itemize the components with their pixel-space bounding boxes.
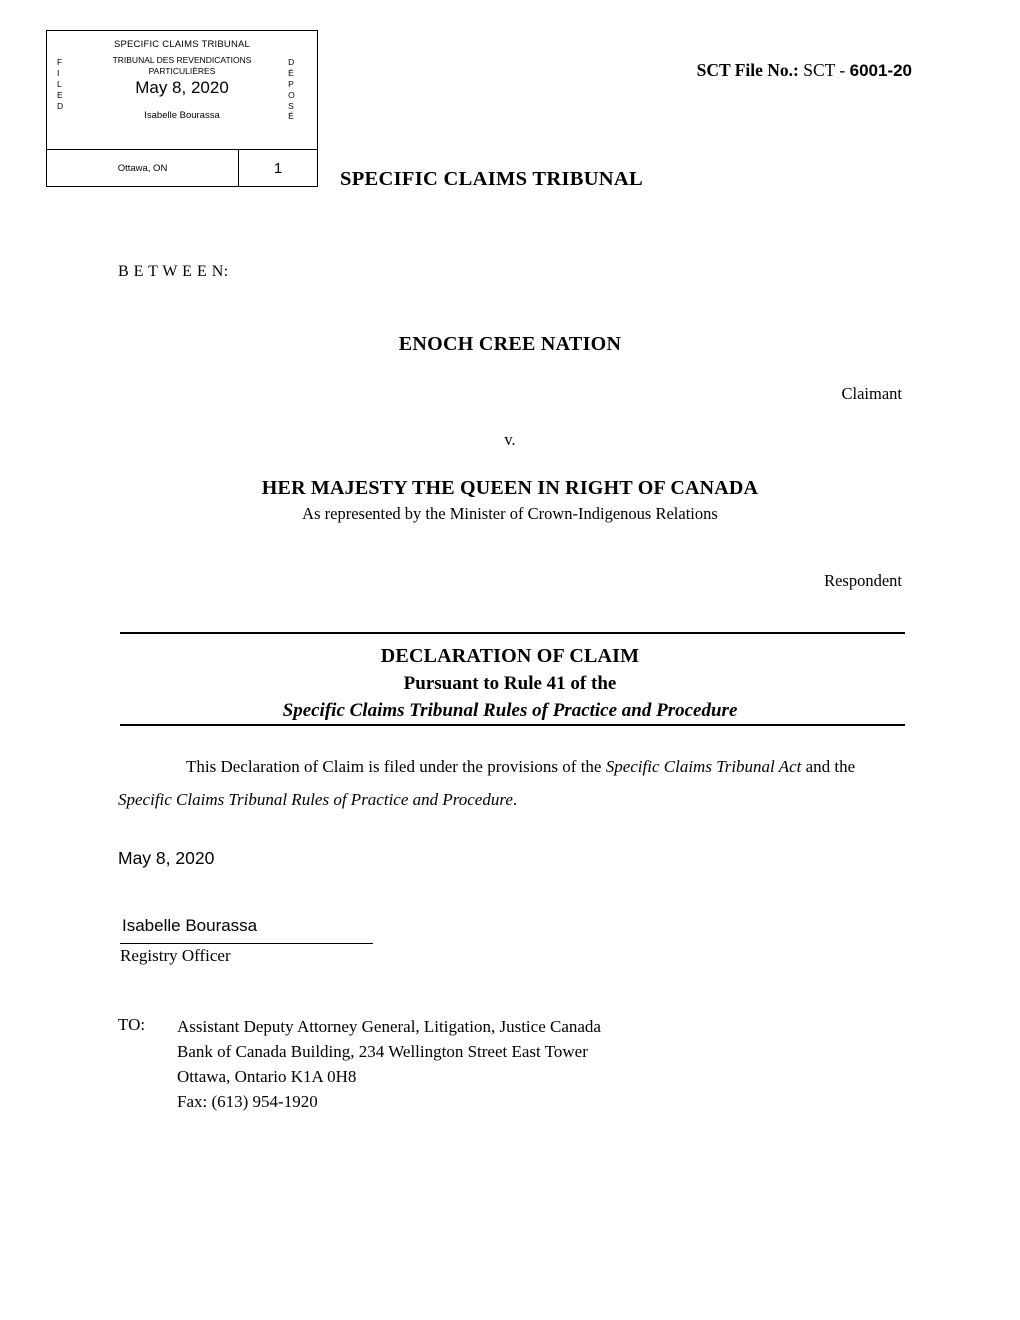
- service-address-line: Ottawa, Ontario K1A 0H8: [177, 1066, 357, 1086]
- between-label: B E T W E E N:: [118, 263, 229, 280]
- paragraph-text-3: .: [512, 790, 518, 810]
- stamp-filed-date: May 8, 2020: [135, 78, 229, 98]
- service-address-line: Fax: (613) 954-1920: [177, 1091, 318, 1111]
- filing-paragraph: [118, 750, 906, 816]
- paragraph-italic-rules: Specific Claims Tribunal Rules of Practice and Procedure: [118, 790, 513, 810]
- respondent-label: Respondent: [824, 571, 902, 590]
- stamp-title-fr-line2: PARTICULIÈRES: [148, 65, 216, 76]
- service-address-line: Bank of Canada Building, 234 Wellington Street East Tower: [177, 1041, 588, 1061]
- service-label: TO:: [118, 1015, 146, 1034]
- filing-stamp: [46, 30, 318, 187]
- stamp-city: Ottawa, ON: [47, 150, 239, 186]
- claimant-label: Claimant: [841, 384, 902, 403]
- filing-stamp-upper: [47, 31, 317, 149]
- stamp-filed-vertical-fr: D É P O S É: [288, 57, 295, 122]
- sct-file-number-label: SCT File No.:: [696, 60, 799, 80]
- sct-file-number-value: 6001-20: [849, 61, 912, 80]
- document-title-line1: DECLARATION OF CLAIM: [380, 645, 640, 667]
- signature-line: [120, 943, 373, 944]
- signature-name: Isabelle Bourassa: [122, 916, 258, 935]
- document-title-line2: Pursuant to Rule 41 of the: [403, 673, 617, 694]
- service-address-line: Assistant Deputy Attorney General, Litigation, Justice Canada: [177, 1017, 601, 1036]
- document-title-line3: Specific Claims Tribunal Rules of Practice and Procedure: [282, 700, 738, 721]
- paragraph-italic-act: Specific Claims Tribunal Act: [605, 757, 802, 776]
- respondent-name: HER MAJESTY THE QUEEN IN RIGHT OF CANADA: [261, 477, 759, 499]
- stamp-filed-vertical-en: F I L E D: [57, 57, 64, 111]
- title-divider-top: [120, 632, 905, 634]
- sct-file-number: [697, 60, 912, 81]
- filing-date: May 8, 2020: [118, 848, 215, 868]
- stamp-officer-name: Isabelle Bourassa: [144, 110, 220, 122]
- stamp-title-fr: [47, 50, 317, 76]
- stamp-page-number: 1: [273, 159, 283, 177]
- versus-label: v.: [504, 430, 516, 449]
- paragraph-text-1: This Declaration of Claim is filed under the provisions of the: [186, 757, 606, 776]
- signature-role: Registry Officer: [120, 946, 231, 965]
- stamp-title-en: SPECIFIC CLAIMS TRIBUNAL: [113, 39, 251, 50]
- sct-file-number-prefix: SCT -: [803, 60, 846, 80]
- claimant-name: ENOCH CREE NATION: [398, 333, 622, 355]
- tribunal-heading: SPECIFIC CLAIMS TRIBUNAL: [340, 168, 643, 190]
- paragraph-text-2: and the: [801, 757, 856, 776]
- service-address: [177, 1015, 601, 1115]
- stamp-title-fr-line1: TRIBUNAL DES REVENDICATIONS: [112, 55, 252, 65]
- title-divider-bottom: [120, 724, 905, 726]
- respondent-subtitle: As represented by the Minister of Crown-Indigenous Relations: [302, 504, 718, 523]
- filing-stamp-lower: [47, 149, 317, 186]
